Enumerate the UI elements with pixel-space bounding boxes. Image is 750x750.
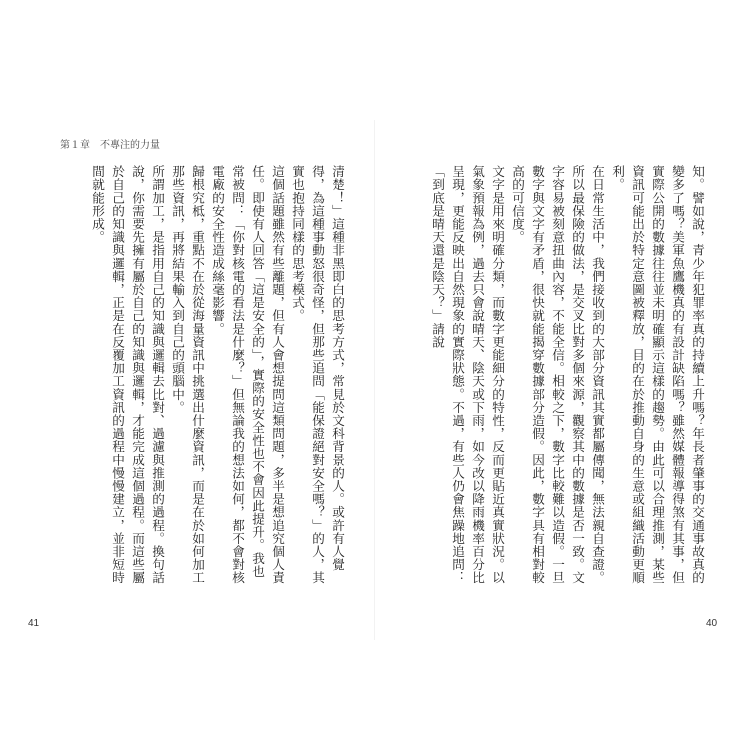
- left-paragraph: 這個話題雖然有些離題，但有人會想提問這類問題，多半是想追究個人責任。即使有人回答「這是安全的」，實際的安全性也不會因此提升。我也常被問：「你對核電的看法是什麼？」但無論我的想法如何，都不會對核電廠的安全性造成絲毫影響。: [210, 165, 285, 585]
- book-gutter: [374, 120, 375, 640]
- chapter-label: 第１章: [60, 140, 90, 151]
- left-paragraph: 所謂加工，是指用自己的知識與邏輯去比對、過濾與推測的過程。換句話說，你需要先擁有屬於自己的知識與邏輯，才能完成這個過程。而這些屬於自己的知識與邏輯，正是在反覆加工資訊的過程中慢慢建立，並非短時間就能形成。: [90, 165, 165, 585]
- right-paragraph: 在日常生活中，我們接收到的大部分資訊其實都屬傳聞，無法親自查證。所以最保險的做法，是交叉比對多個來源，觀察其中的數據是否一致。文字容易被刻意扭曲內容，不能全信。相較之下，數字比較難以造假。一旦數字與文字有矛盾，很快就能揭穿數據部分造假。因此，數字具有相對較高的可信度。: [510, 165, 605, 585]
- chapter-title: 不專注的力量: [100, 140, 160, 151]
- page-number-left: 41: [28, 618, 40, 629]
- right-page-text: [405, 165, 707, 585]
- page-number-right: 40: [706, 618, 718, 629]
- running-head: [60, 136, 160, 151]
- left-page-text: [52, 165, 347, 585]
- right-paragraph: 文字是用來明確分類，而數字更能細分的特性，反而更貼近真實狀況。以氣象預報為例，過去只會說晴天、陰天或下雨，如今改以降雨機率百分比呈現，更能反映出自然現象的實際狀態。不過，有些人仍會焦躁地追問：「到底是晴天還是陰天？」請說: [430, 165, 505, 585]
- left-paragraph: 清楚！」這種非黑即白的思考方式，常見於文科背景的人。或許有人覺得，為這種事動怒很奇怪，但那些追問「能保證絕對安全嗎？」的人，其實也抱持同樣的思考模式。: [290, 165, 345, 585]
- right-paragraph: 知。譬如說，青少年犯罪率真的持續上升嗎？年長者肇事的交通事故真的變多了嗎？美軍魚鷹機真的有設計缺陷嗎？雖然媒體報導得煞有其事，但實際公開的數據往往並未明確顯示這樣的趨勢。由此可以合理推測，某些資訊可能出於特定意圖被釋放，目的在於推動自身的生意或組織活動更順利。: [610, 165, 705, 585]
- left-paragraph: 歸根究柢，重點不在於從海量資訊中挑選出什麼資訊，而是在於如何加工那些資訊，再將結果輸入到自己的頭腦中。: [170, 165, 205, 585]
